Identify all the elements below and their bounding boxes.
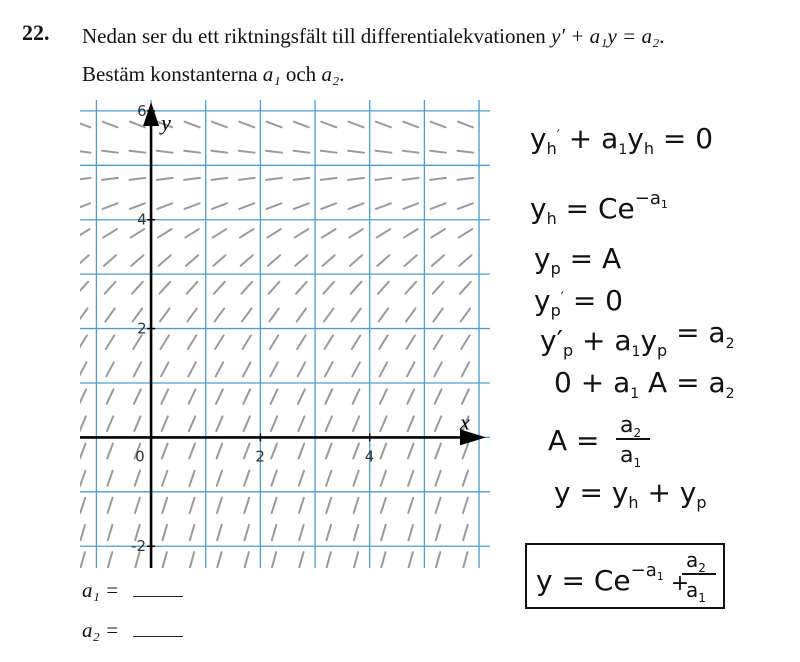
y-tick-label: -2 [131,537,147,556]
var-a1: a₁ [262,62,281,86]
y-axis-label: y [161,110,171,135]
slope-segment [434,335,442,349]
slope-segment [381,471,386,486]
slope-segment [381,552,385,567]
slope-segment [354,498,359,513]
slope-segment [407,389,414,403]
slope-segment [104,255,116,266]
slope-segment [161,335,169,349]
slope-segment [80,335,87,349]
slope-segment [436,552,440,567]
slope-segment [408,416,414,431]
boxed-answer-num: $a_2$ [686,548,706,575]
slope-segment [244,416,250,431]
answer-a2-label: a₂ = [82,618,120,642]
slope-segment [187,282,198,294]
answer-a2-blank[interactable] [133,618,183,637]
direction-field-plot [80,100,490,568]
slope-segment [458,203,473,209]
slope-segment [434,362,442,376]
slope-segment [107,444,113,459]
slope-segment [130,122,145,128]
slope-segment [132,282,143,294]
question-equation: y′ + a₁y = a₂ [551,24,660,48]
slope-segment [105,282,116,294]
question-text-line-2 [82,62,345,87]
slope-segment [349,203,364,209]
boxed-answer: $y = Ce^{-a}1$ $_+$ [536,560,690,597]
solution-line-7-num: $a_2$ [620,413,642,440]
slope-segment [435,444,441,459]
slope-segment [243,389,250,403]
slope-segment [321,203,336,209]
slope-segment [241,255,253,266]
slope-segment [81,552,85,567]
slope-segment [215,308,224,321]
slope-segment [296,282,307,294]
slope-segment [352,335,360,349]
slope-segment [211,178,227,180]
question-and: och [280,62,322,86]
slope-segment [272,552,276,567]
slope-segment [162,444,168,459]
slope-segment [459,229,473,237]
slope-segment [381,444,387,459]
slope-segment [349,122,364,128]
slope-segment [376,122,391,128]
slope-segment [211,151,227,153]
slope-segment [271,389,278,403]
slope-segment [129,151,145,153]
slope-segment [162,498,167,513]
slope-segment [270,362,278,376]
slope-segment [323,255,335,266]
slope-segment [188,335,196,349]
slope-segment [463,498,468,513]
slope-segment [103,229,117,237]
slope-segment [80,282,88,294]
slope-segment [103,122,118,128]
slope-segment [271,471,276,486]
slope-segment [297,308,306,321]
slope-segment [190,525,195,540]
slope-segment [107,389,114,403]
slope-segment [325,389,332,403]
slope-segment [377,255,389,266]
slope-segment [272,525,277,540]
slope-segment [157,178,173,180]
slope-segment [80,151,91,153]
slope-segment [185,229,199,237]
slope-segment [243,362,251,376]
solution-line-1: $y_h' + a_1y_h = 0$ [530,122,714,158]
answer-a1-blank[interactable] [133,578,183,597]
slope-segment [102,151,118,153]
solution-line-5: $y'_p + a_1y_p = a_2$ [540,316,735,360]
slope-segment [323,282,334,294]
slope-segment [272,498,277,513]
slope-segment [431,229,445,237]
slope-segment [430,178,446,180]
slope-segment [380,416,386,431]
slope-segment [404,229,418,237]
slope-segment [239,203,254,209]
slope-segment [107,416,113,431]
slope-segment [270,335,278,349]
slope-segment [293,151,309,153]
slope-segment [408,498,413,513]
slope-segment [435,471,440,486]
slope-segment [244,471,249,486]
slope-segment [266,151,282,153]
slope-segment [294,203,309,209]
slope-segment [406,308,415,321]
solution-line-7-den: $a_1$ [620,443,642,470]
question-period-2: . [339,62,345,86]
slope-segment [349,229,363,237]
slope-segment [159,255,171,266]
question-intro: Nedan ser du ett riktningsfält till differentialekvationen [82,24,552,48]
slope-segment [326,444,332,459]
slope-segment [375,151,391,153]
slope-segment [458,122,473,128]
slope-segment [239,122,254,128]
slope-segment [299,444,305,459]
slope-segment [216,416,222,431]
slope-segment [295,255,307,266]
slope-segment [324,308,333,321]
slope-segment [463,552,467,567]
slope-segment [266,178,282,180]
solution-line-7-lhs: A = [548,424,600,457]
slope-segment [461,335,469,349]
answer-a1-row [82,578,183,603]
slope-segment [163,552,167,567]
slope-segment [432,255,444,266]
slope-segment [245,552,249,567]
question-text-line-1 [82,24,665,49]
solution-line-4: $y_p' = 0$ [534,284,623,320]
slope-segment [134,416,140,431]
slope-segment [436,525,441,540]
slope-segment [405,255,417,266]
y-tick-label: 6 [137,101,147,120]
slope-segment [216,362,224,376]
x-axis-label: x [460,409,470,435]
slope-segment [239,178,255,180]
solution-line-3: $y_p = A$ [534,242,622,278]
slope-segment [299,525,304,540]
slope-segment [189,444,195,459]
answer-a1-label: a₁ = [82,578,120,602]
slope-segment [407,335,415,349]
slope-segment [106,362,114,376]
slope-segment [131,255,143,266]
question-period: . [659,24,665,48]
slope-segment [186,255,198,266]
slope-segment [381,525,386,540]
solution-line-2: $y_h = Ce^{-a}1$ [530,188,668,228]
slope-segment [295,229,309,237]
slope-segment [135,498,140,513]
slope-segment [457,151,473,153]
slope-segment [129,178,145,180]
solution-line-8: $y = y_h + y_p$ [554,476,707,512]
slope-segment [267,122,282,128]
slope-segment [243,335,251,349]
slope-segment [162,525,167,540]
slope-segment [80,362,87,376]
slope-segment [184,151,200,153]
slope-segment [213,255,225,266]
slope-segment [403,203,418,209]
slope-segment [217,471,222,486]
slope-segment [267,229,281,237]
slope-segment [269,308,278,321]
slope-segment [189,416,195,431]
slope-segment [436,498,441,513]
slope-segment [380,389,387,403]
slope-segment [403,122,418,128]
slope-segment [80,389,86,403]
slope-segment [187,308,196,321]
slope-segment [326,525,331,540]
slope-segment [461,308,470,321]
slope-segment [159,282,170,294]
handwritten-solution [510,100,800,620]
slope-segment [299,552,303,567]
slope-segment [107,471,112,486]
slope-segment [297,335,305,349]
slope-segment [80,498,85,513]
x-tick-label: 4 [364,447,375,466]
slope-segment [326,498,331,513]
slope-segment [215,335,223,349]
slope-segment [352,362,360,376]
slope-segment [298,389,305,403]
slope-segment [353,389,360,403]
slope-segment [403,178,419,180]
slope-segment [108,498,113,513]
slope-segment [239,151,255,153]
slope-segment [189,471,194,486]
slope-segment [375,178,391,180]
slope-segment [80,471,85,486]
slope-segment [294,122,309,128]
slope-segment [409,552,413,567]
slope-segment [217,525,222,540]
slope-segment [212,122,227,128]
slope-segment [378,282,389,294]
slope-segment [293,178,309,180]
slope-segment [435,389,442,403]
slope-segment [157,151,173,153]
slope-segment [403,151,419,153]
y-tick-label: 2 [137,319,147,338]
slope-segment [244,498,249,513]
slope-segment [80,203,90,209]
slope-segment [189,389,196,403]
slope-segment [299,498,304,513]
slope-segment [463,471,468,486]
slope-segment [435,416,441,431]
slope-segment [321,151,337,153]
slope-segment [130,203,145,209]
slope-segment [348,178,364,180]
slope-segment [462,389,469,403]
slope-segment [408,471,413,486]
slope-segment [217,552,221,567]
slope-segment [376,203,391,209]
slope-segment [80,444,86,459]
slope-segment [134,389,141,403]
slope-segment [160,308,169,321]
slope-segment [298,362,306,376]
slope-segment [377,229,391,237]
slope-segment [271,444,277,459]
boxed-answer-den: $a_1$ [686,578,706,605]
slope-segment [433,282,444,294]
slope-segment [457,178,473,180]
slope-segment [103,203,118,209]
slope-segment [408,525,413,540]
slope-segment [269,282,280,294]
slope-segment [459,255,471,266]
slope-segment [240,229,254,237]
slope-segment [460,282,471,294]
slope-segment [80,178,91,180]
slope-segment [327,552,331,567]
slope-segment [431,122,446,128]
slope-segment [348,151,364,153]
slope-segment [80,255,89,266]
slope-segment [354,525,359,540]
slope-segment [80,416,86,431]
slope-segment [381,498,386,513]
slope-segment [322,229,336,237]
origin-label: 0 [135,447,145,466]
slope-segment [216,389,223,403]
slope-segment [244,444,250,459]
slope-segment [267,203,282,209]
slope-segment [380,362,388,376]
question-task: Bestäm konstanterna [82,62,263,86]
slope-segment [184,178,200,180]
slope-segment [102,178,118,180]
slope-segment [190,552,194,567]
slope-segment [212,203,227,209]
slope-segment [353,416,359,431]
slope-segment [271,416,277,431]
slope-segment [321,178,337,180]
slope-segment [244,525,249,540]
slope-segment [325,362,333,376]
slope-segment [463,525,468,540]
question-number: 22. [22,20,50,45]
slope-segment [431,203,446,209]
slope-segment [298,416,304,431]
slope-segment [190,498,195,513]
slope-segment [407,362,415,376]
slope-segment [214,282,225,294]
slope-segment [242,308,251,321]
slope-segment [241,282,252,294]
slope-segment [161,362,169,376]
slope-segment [80,229,90,237]
slope-segment [462,362,470,376]
slope-segment [213,229,227,237]
slope-segment [430,151,446,153]
slope-segment [80,525,85,540]
slope-segment [351,308,360,321]
solution-line-6: $0 + a_1$ $A = a_2$ [554,366,735,402]
slope-segment [433,308,442,321]
slope-segment [350,255,362,266]
slope-segment [185,122,200,128]
slope-segment [299,471,304,486]
slope-segment [188,362,196,376]
slope-segment [353,471,358,486]
slope-segment [80,122,90,128]
slope-segment [157,203,172,209]
slope-segment [268,255,280,266]
slope-segment [354,552,358,567]
slope-segment [161,389,168,403]
y-tick-label: 4 [137,210,147,229]
slope-segment [185,203,200,209]
slope-segment [105,308,114,321]
slope-segment [325,335,333,349]
answer-a2-row [82,618,183,643]
slope-segment [463,444,469,459]
slope-segment [108,552,112,567]
slope-segment [158,229,172,237]
slope-segment [106,335,114,349]
slope-segment [134,362,142,376]
slope-segment [379,335,387,349]
slope-segment [379,308,388,321]
slope-segment [408,444,414,459]
slope-segment [162,416,168,431]
slope-segment [405,282,416,294]
x-tick-label: 2 [255,447,265,466]
slope-segment [326,471,331,486]
slope-segment [131,229,145,237]
slope-segment [217,444,223,459]
slope-segment [80,308,87,321]
slope-segment [162,471,167,486]
slope-segment [351,282,362,294]
slope-segment [326,416,332,431]
var-a2: a₂ [321,62,340,86]
slope-segment [353,444,359,459]
slope-segment [217,498,222,513]
slope-segment [321,122,336,128]
slope-segment [135,471,140,486]
slope-segment [108,525,113,540]
